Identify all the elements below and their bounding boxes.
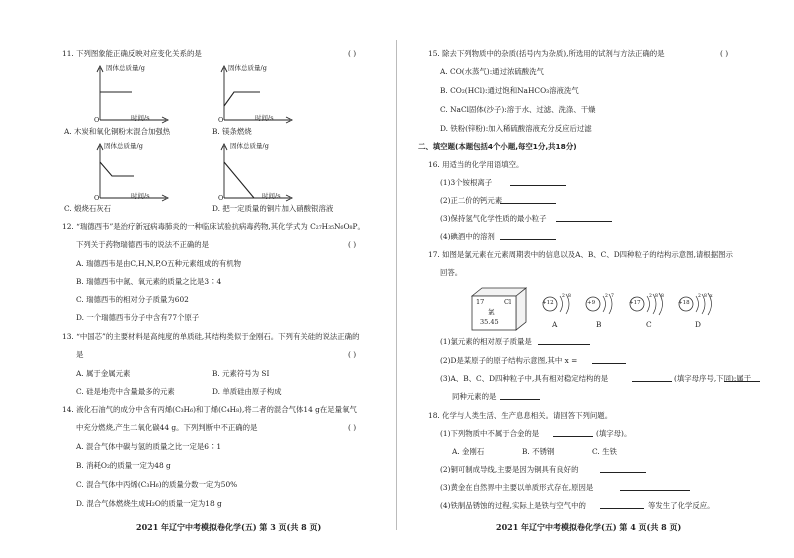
q16-blank-4: [500, 239, 556, 240]
q11-option-d: D. 把一定质量的铜片加入硝酸银溶液: [212, 204, 334, 213]
q13-stem-line2: 是: [76, 350, 84, 359]
q17-atom-a-nucleus: +12: [542, 300, 554, 306]
q18-item-4: (4)铁制品锈蚀的过程,实际上是铁与空气中的: [440, 501, 586, 510]
q11-graph-b-ylabel: 固体总质量/g: [228, 64, 267, 72]
q11-graph-a-origin: O: [94, 116, 100, 124]
q13-stem-line1: 13. “中国芯”的主要材料是高纯度的单质硅,其结构类似于金刚石。下列有关硅的说法正确的: [62, 332, 360, 341]
q15-answer-paren: ( ): [720, 49, 729, 58]
q14-option-a: A. 混合气体中碳与氢的质量之比一定是6∶1: [76, 442, 222, 451]
q12-stem-line2: 下列关于药物瑞德西韦的说法不正确的是: [76, 240, 210, 249]
q12-option-c: C. 瑞德西韦的相对分子质量为602: [76, 295, 189, 304]
q17-atom-a-label: A: [552, 320, 558, 329]
q11-option-c: C. 煅烧石灰石: [64, 204, 112, 213]
q11-option-a: A. 木炭和氧化铜粉末混合加强热: [64, 127, 171, 136]
q15-option-d: D. 铁粉(锌粉):加入稀硫酸溶液充分反应后过滤: [440, 124, 592, 133]
q17-blank-5: [500, 399, 540, 400]
q17-atom-c-nucleus: +17: [629, 300, 641, 306]
q15-stem: 15. 除去下列物质中的杂质(括号内为杂质),所选用的试剂与方法正确的是: [428, 49, 665, 58]
q18-blank-4: [600, 508, 644, 509]
q17-atom-b-label: B: [596, 320, 602, 329]
q17-stem-line1: 17. 如图是氯元素在元素周期表中的信息以及A、B、C、D四种粒子的结构示意图,请根据图示: [428, 250, 733, 259]
q13-option-d: D. 单质硅由原子构成: [212, 387, 282, 396]
q14-stem-line2: 中充分燃烧,产生二氧化碳44 g。下列判断中不正确的是: [76, 423, 258, 432]
q11-graph-d-ylabel: 固体总质量/g: [230, 142, 269, 150]
q18-item-1: (1)下列物质中不属于合金的是: [440, 429, 540, 438]
q16-item-2: (2)正二价的钙元素: [440, 196, 503, 205]
q13-option-b: B. 元素符号为 SI: [212, 369, 270, 378]
q17-atomic-number: 17: [476, 298, 485, 306]
q14-option-b: B. 消耗O₂的质量一定为48 g: [76, 461, 171, 470]
q17-element-symbol: Cl: [504, 298, 512, 306]
q14-answer-paren: ( ): [348, 423, 357, 432]
q18-blank-2: [600, 472, 646, 473]
q11-graph-c-xlabel: 时间/s: [131, 192, 150, 200]
q12-answer-paren: ( ): [348, 240, 357, 249]
section-2-heading: 二、填空题(本题包括4个小题,每空1分,共18分): [418, 142, 577, 151]
q11-answer-paren: ( ): [348, 49, 357, 58]
page-divider: [396, 40, 397, 530]
svg-text:8: 8: [704, 294, 707, 299]
left-page-footer: 2021 年辽宁中考模拟卷化学(五) 第 3 页(共 8 页): [136, 522, 322, 532]
q11-graph-b-origin: O: [218, 116, 224, 124]
q17-item-3: (3)A、B、C、D四种粒子中,具有相对稳定结构的是: [440, 374, 609, 383]
q11-graph-c-origin: O: [94, 194, 100, 202]
svg-text:8: 8: [655, 294, 658, 299]
q15-option-a: A. CO(水蒸气):通过浓硫酸洗气: [440, 67, 544, 76]
q17-atom-b-nucleus: +9: [587, 300, 596, 306]
q17-blank-2: [592, 363, 626, 364]
q13-answer-paren: ( ): [348, 350, 357, 359]
q14-option-c: C. 混合气体中丙烯(C₃H₆)的质量分数一定为50%: [76, 480, 238, 489]
svg-text:7: 7: [611, 294, 614, 299]
q11-graph-b-xlabel: 时间/s: [255, 114, 274, 122]
q17-blank-3: [632, 381, 672, 382]
q11-graph-c-ylabel: 固体总质量/g: [104, 142, 143, 150]
q16-item-3: (3)保持氢气化学性质的最小粒子: [440, 214, 547, 223]
q12-stem-line1: 12. “瑞德西韦”是治疗新冠病毒肺炎的一种临床试验抗病毒药物,其化学式为 C₂₇H₃₅N₆O₈P。: [62, 222, 365, 231]
q11-graph-a-xlabel: 时间/s: [131, 114, 150, 122]
q16-blank-3: [556, 221, 612, 222]
q18-item-2: (2)铜可制成导线,主要是因为铜具有良好的: [440, 465, 579, 474]
q12-option-d: D. 一个瑞德西韦分子中含有77个原子: [76, 313, 200, 322]
svg-text:8: 8: [568, 294, 571, 299]
q11-stem: 11. 下列图象能正确反映对应变化关系的是: [62, 49, 202, 58]
svg-text:2: 2: [562, 294, 565, 299]
q17-blank-4: [724, 381, 760, 382]
q17-item-2: (2)D是某原子的原子结构示意图,其中 x =: [440, 356, 578, 365]
q18-option-c: C. 生铁: [592, 447, 617, 456]
svg-text:x: x: [710, 294, 713, 299]
q14-stem-line1: 14. 液化石油气的成分中含有丙烯(C₃H₆)和丁烯(C₄H₈),将二者的混合气体14 g在足量氧气: [62, 405, 357, 414]
svg-text:2: 2: [605, 294, 608, 299]
q17-atom-c-label: C: [646, 320, 652, 329]
q12-option-a: A. 瑞德西韦是由C,H,N,P,O五种元素组成的有机物: [76, 259, 242, 268]
q11-option-b: B. 镁条燃烧: [212, 127, 252, 136]
q17-element-cell: [470, 286, 530, 332]
q11-graph-d-xlabel: 时间/s: [262, 192, 281, 200]
right-page-footer: 2021 年辽宁中考模拟卷化学(五) 第 4 页(共 8 页): [496, 522, 682, 532]
q17-item-3-note: (填字母序号,下同);属于: [674, 374, 752, 383]
q16-blank-2: [500, 203, 556, 204]
q13-option-a: A. 属于金属元素: [76, 369, 131, 378]
q18-stem: 18. 化学与人类生活、生产息息相关。请回答下列问题。: [428, 411, 613, 420]
q17-stem-line2: 回答。: [440, 268, 463, 277]
q12-option-b: B. 瑞德西韦中氮、氧元素的质量之比是3∶4: [76, 277, 222, 286]
q16-item-1: (1)3个铵根离子: [440, 178, 493, 187]
q18-option-a: A. 金刚石: [452, 447, 485, 456]
q18-item-1-note: (填字母)。: [596, 429, 632, 438]
q14-option-d: D. 混合气体燃烧生成H₂O的质量一定为18 g: [76, 499, 222, 508]
q13-option-c: C. 硅是地壳中含量最多的元素: [76, 387, 175, 396]
svg-text:8: 8: [661, 294, 664, 299]
q17-item-3-cont: 同种元素的是: [452, 392, 497, 401]
q17-item-1: (1)氯元素的相对原子质量是: [440, 337, 532, 346]
q17-atomic-mass: 35.45: [480, 318, 499, 326]
q18-blank-1: [553, 436, 593, 437]
q17-element-name: 氯: [488, 308, 495, 316]
q15-option-c: C. NaCl固体(沙子):溶于水、过滤、洗涤、干燥: [440, 105, 596, 114]
q18-blank-3: [620, 490, 690, 491]
q17-atom-d-nucleus: +18: [678, 300, 690, 306]
q17-blank-1: [538, 344, 590, 345]
q11-graph-a-ylabel: 固体总质量/g: [106, 64, 145, 72]
q18-item-3: (3)黄金在自然界中主要以单质形式存在,原因是: [440, 483, 594, 492]
q17-atom-d-label: D: [695, 320, 701, 329]
q11-graph-d-origin: O: [218, 194, 224, 202]
q18-item-4-note: 等发生了化学反应。: [648, 501, 715, 510]
q15-option-b: B. CO₂(HCl):通过饱和NaHCO₃溶液洗气: [440, 86, 579, 95]
svg-text:2: 2: [649, 294, 652, 299]
q18-option-b: B. 不锈钢: [522, 447, 555, 456]
q16-blank-1: [510, 185, 566, 186]
svg-text:2: 2: [698, 294, 701, 299]
q16-item-4: (4)碘酒中的溶剂: [440, 232, 495, 241]
q16-stem: 16. 用适当的化学用语填空。: [428, 160, 524, 169]
